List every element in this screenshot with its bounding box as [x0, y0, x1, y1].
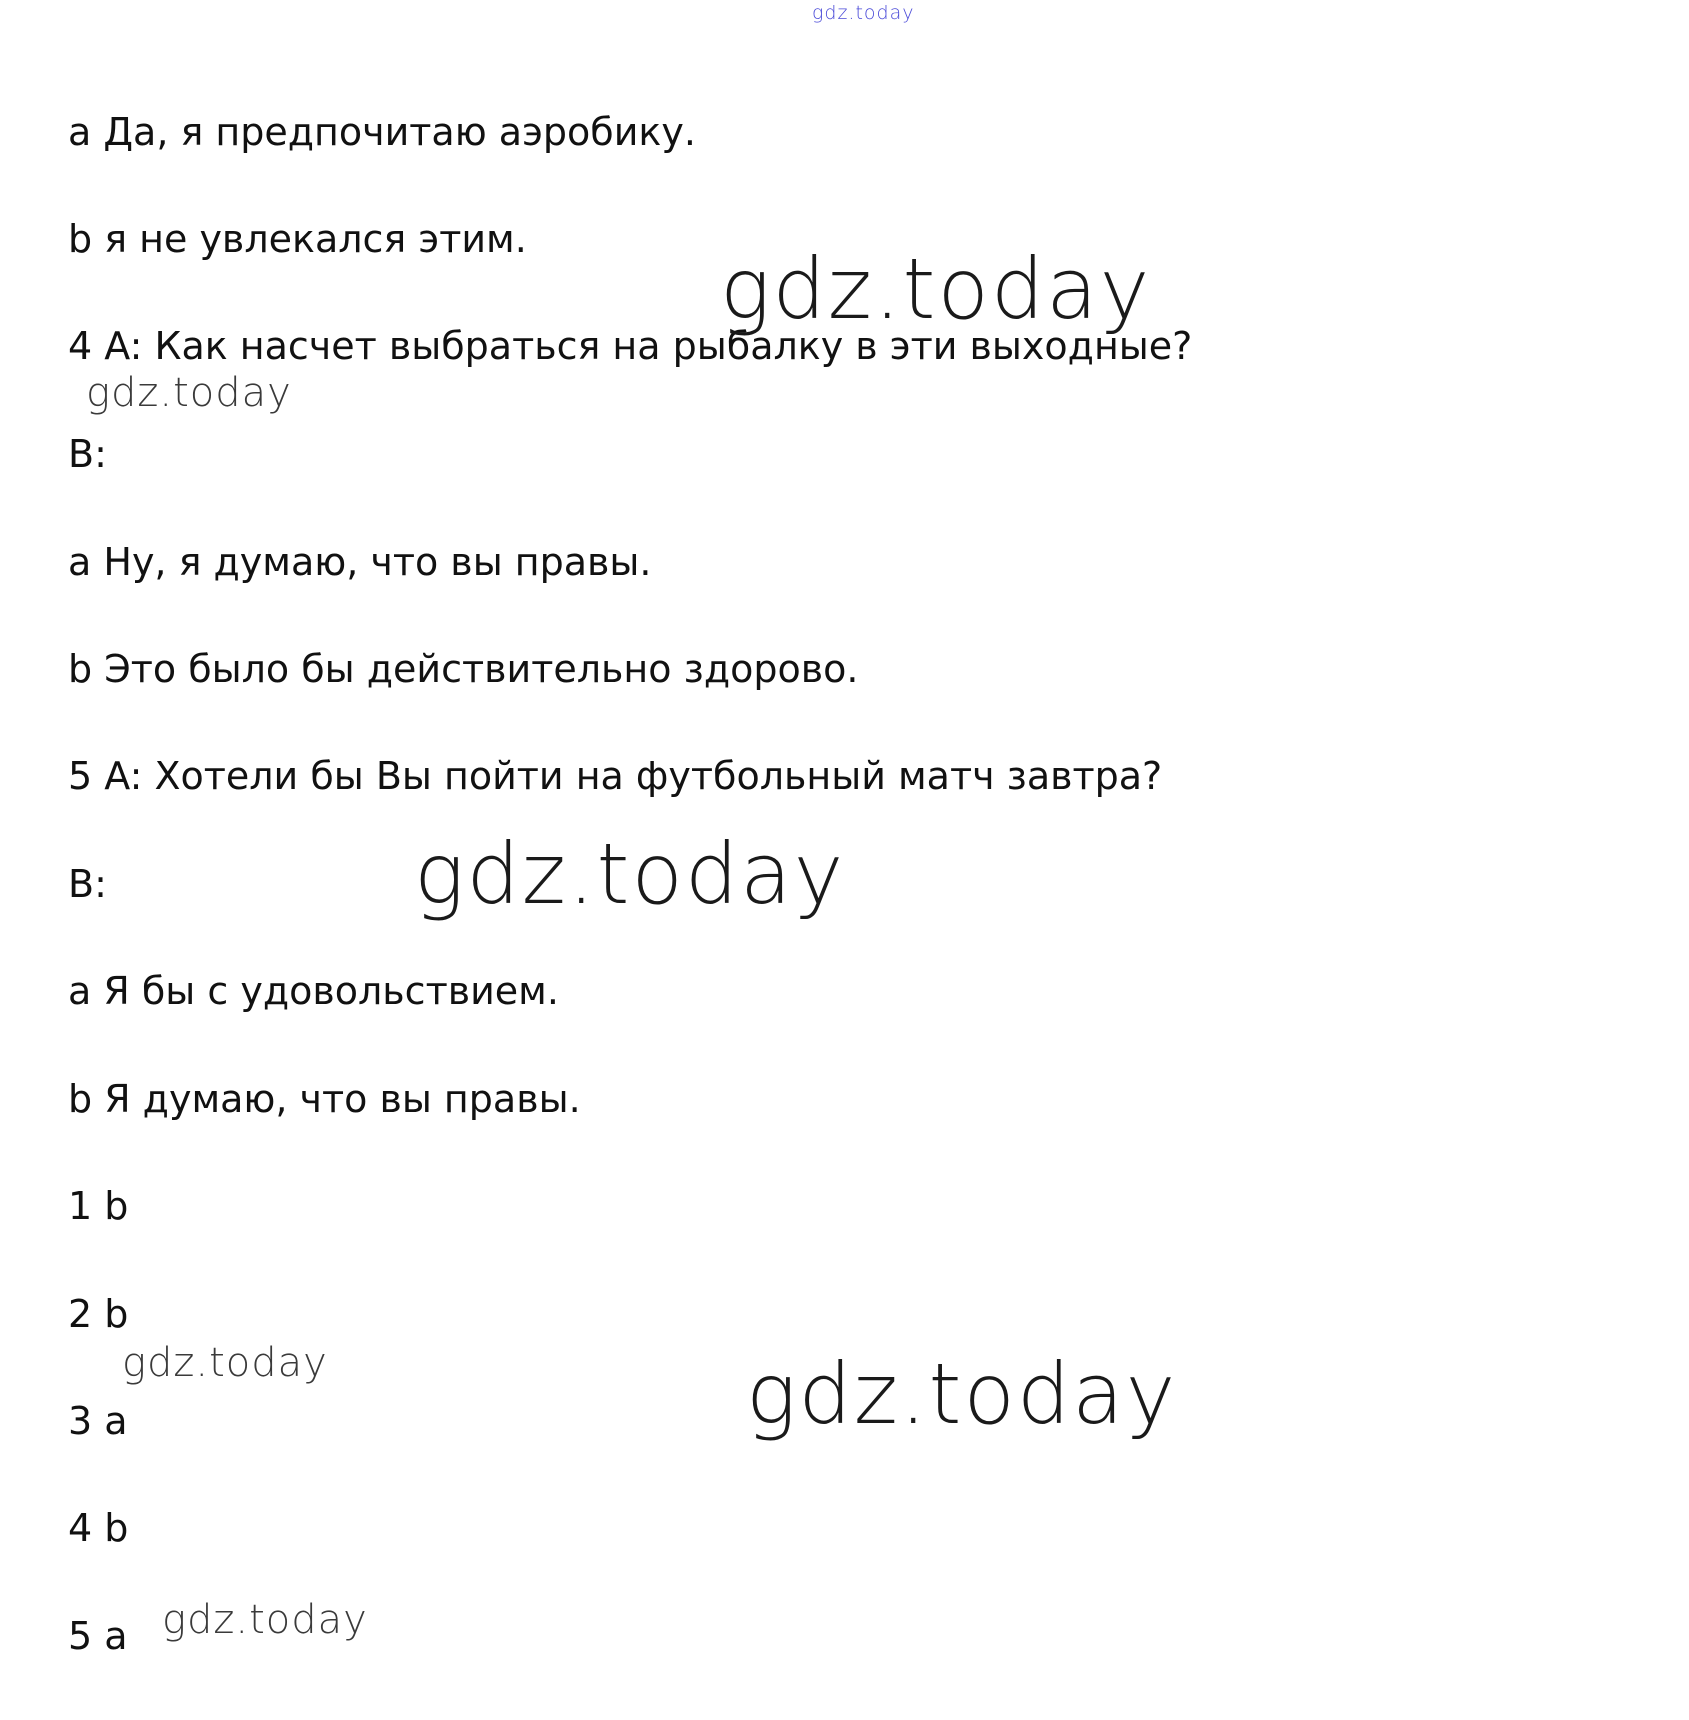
- speaker-label: B:: [68, 862, 107, 906]
- watermark-header: gdz.today: [812, 2, 915, 24]
- watermark-large: gdz.today: [746, 1345, 1178, 1443]
- answer-line: b Это было бы действительно здорово.: [68, 647, 859, 691]
- answer-line: a Я бы с удовольствием.: [68, 969, 559, 1013]
- key-line: 5 a: [68, 1614, 128, 1658]
- watermark-small: gdz.today: [162, 1597, 368, 1643]
- speaker-label: B:: [68, 432, 107, 476]
- key-line: 3 a: [68, 1399, 128, 1443]
- key-line: 4 b: [68, 1506, 129, 1550]
- answer-line: b я не увлекался этим.: [68, 217, 527, 261]
- watermark-large: gdz.today: [720, 240, 1152, 338]
- watermark-small: gdz.today: [86, 370, 292, 416]
- answer-line: a Ну, я думаю, что вы правы.: [68, 540, 652, 584]
- answer-line: a Да, я предпочитаю аэробику.: [68, 110, 696, 154]
- watermark-small: gdz.today: [122, 1340, 328, 1386]
- answer-line: b Я думаю, что вы правы.: [68, 1077, 581, 1121]
- question-line: 5 A: Хотели бы Вы пойти на футбольный матч завтра?: [68, 754, 1163, 798]
- question-line: 4 A: Как насчет выбраться на рыбалку в эти выходные?: [68, 324, 1193, 368]
- watermark-large: gdz.today: [414, 825, 846, 923]
- key-line: 1 b: [68, 1184, 129, 1228]
- key-line: 2 b: [68, 1292, 129, 1336]
